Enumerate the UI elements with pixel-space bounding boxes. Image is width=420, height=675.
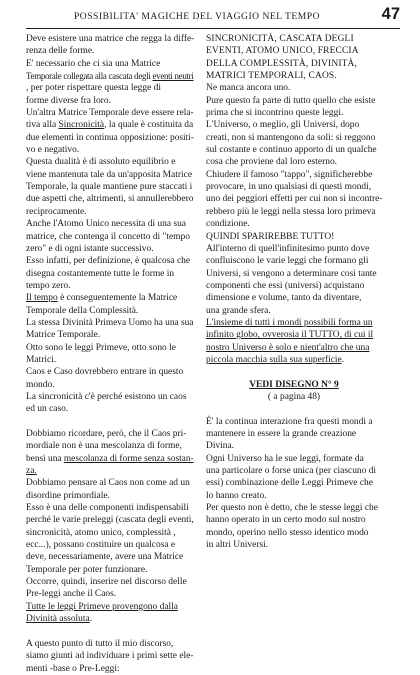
- text-line: Universi, si vengono a determinare così tante: [206, 268, 377, 279]
- paragraph: [26, 502, 194, 576]
- text-line: Dobbiamo ricordare, però, che il Caos pri-: [26, 429, 187, 439]
- text-line: perché le varie preleggi (cascata degli eventi,: [26, 515, 194, 526]
- text-line: [206, 354, 382, 366]
- text-line: EVENTI, ATOMO UNICO, FRECCIA: [206, 46, 359, 57]
- paragraph: [26, 317, 194, 342]
- underlined-text: Il tempo: [26, 293, 58, 304]
- text-line: All'interno di quell'infinitesimo punto dove: [206, 243, 370, 254]
- text-line: Temporale per poter funzionare.: [26, 564, 148, 575]
- text-run: .: [341, 354, 345, 365]
- text-line: E' necessario che ci sia una Matrice: [26, 58, 161, 69]
- spacer: [206, 366, 382, 378]
- text-line: mondo, operino nello stesso identico modo: [206, 527, 369, 538]
- text-line: MATRICI TEMPORALI, CAOS.: [206, 71, 337, 82]
- text-line: SINCRONICITÀ, CASCATA DEGLI: [206, 34, 354, 44]
- paragraph: [206, 502, 382, 551]
- underlined-text: eventi neutri: [152, 71, 194, 82]
- text-line: Questa dualità è di assoluto equilibrio e: [26, 157, 176, 168]
- right-column: [206, 33, 382, 593]
- text-line: Chiudere il famoso "tappo", significherebbe: [206, 169, 373, 180]
- text-run: , la quale è costituita da: [104, 120, 194, 131]
- text-line: La sincronicità c'è perché esistono un caos: [26, 391, 187, 402]
- text-line: Occorre, quindi, inserire nel discorso delle: [26, 577, 187, 588]
- text-line: QUINDI SPARIREBBE TUTTO!: [206, 231, 335, 242]
- text-line: Otto sono le leggi Primeve, otto sono le: [26, 342, 176, 353]
- paragraph: [206, 231, 382, 243]
- text-line: Matrice Temporale.: [26, 330, 101, 341]
- paragraph: [26, 33, 194, 58]
- text-line: disordine primordiale.: [26, 490, 110, 501]
- text-line: mordiale non è una mescolanza di forme,: [26, 441, 182, 452]
- text-line: Ogni Universo ha le sue leggi, formate da: [206, 453, 364, 464]
- text-run: bensì una: [26, 453, 64, 464]
- page-header: [26, 4, 400, 29]
- paragraph: [26, 601, 194, 626]
- spacer: [206, 403, 382, 415]
- text-line: due aspetti che, altrimenti, si annullerebbero: [26, 194, 194, 205]
- paragraph: [26, 255, 194, 292]
- text-line: deve, necessariamente, avere una Matrice: [26, 552, 184, 563]
- text-line: La stessa Divinità Primeva Uomo ha una sua: [26, 317, 194, 328]
- paragraph: [26, 107, 194, 156]
- text-line: provocare, in uno qualsiasi di questi mondi,: [206, 182, 372, 193]
- spacer: [26, 626, 194, 638]
- paragraph: [26, 428, 194, 477]
- text-line: tempo zero.: [26, 280, 71, 291]
- underlined-text: mescolanza di forme senza sostan-: [63, 453, 194, 464]
- text-line: Deve esistere una matrice che regga la diffe-: [26, 34, 195, 44]
- text-line: una particolare o forse unica (per ciascuno di: [206, 466, 377, 477]
- text-line: matrice, che contenga il concetto di "tempo: [26, 231, 190, 242]
- text-line: sul costante e continuo apporto di un qualche: [206, 145, 377, 156]
- text-line: disegna costantemente tutte le forme in: [26, 268, 175, 279]
- paragraph: [26, 638, 194, 675]
- text-line: È' la continua interazione fra questi mondi a: [206, 416, 373, 427]
- drawing-reference-page: ( a pagina 48): [267, 391, 321, 402]
- paragraph: [26, 342, 194, 367]
- text-line: componenti che essi (universi) acquistano: [206, 280, 365, 291]
- text-line: Esso infatti, per definizione, è qualcosa che: [26, 256, 191, 267]
- paragraph: [26, 156, 194, 218]
- text-line: , per poter rispettare questa legge di: [26, 83, 161, 94]
- paragraph: [26, 292, 194, 317]
- text-line: Matrici.: [26, 354, 57, 365]
- text-line: Caos e Caso dovrebbero entrare in questo: [26, 367, 184, 378]
- text-line: in altri Universi.: [206, 540, 269, 551]
- text-run: .: [89, 614, 93, 625]
- paragraph: [26, 576, 194, 601]
- text-line: viene mantenuta tale da un'apposita Matrice: [26, 169, 193, 180]
- paragraph: [206, 95, 382, 120]
- text-line: Ne manca ancora uno.: [206, 83, 291, 94]
- text-line: [26, 453, 194, 465]
- paragraph: [206, 169, 382, 231]
- paragraph: [206, 243, 382, 317]
- text-line: prima che si incontrino queste leggi.: [206, 108, 344, 119]
- text-line: [26, 613, 194, 625]
- text-line: lo hanno creato.: [206, 490, 267, 501]
- text-line: dimensione e volume, tanto da diventare,: [206, 293, 362, 304]
- paragraph: [206, 82, 382, 94]
- paragraph: [206, 317, 382, 366]
- paragraph: [206, 119, 382, 168]
- text-line: una grande sfera.: [206, 305, 271, 316]
- paragraph: [26, 366, 194, 391]
- text-line: Per questo non è detto, che le stesse leggi che: [206, 503, 378, 514]
- text-line: DELLA COMPLESSITÀ, DIVINITÀ,: [206, 58, 357, 69]
- underlined-text: piccola macchia sulla sua superficie: [206, 354, 342, 365]
- drawing-reference-title: VEDI DISEGNO N° 9: [249, 379, 339, 390]
- text-line: Pre-leggi anche il Caos.: [26, 589, 117, 600]
- text-line: A questo punto di tutto il mio discorso,: [26, 638, 174, 649]
- text-line: essi) combinazione delle Leggi Primeve che: [206, 478, 373, 489]
- text-line: renza delle forme.: [26, 46, 95, 57]
- text-line: Pure questo fa parte di tutto quello che esiste: [206, 95, 376, 106]
- underlined-text: infinito globo, ovverosia il TUTTO, di cui il: [206, 330, 374, 341]
- underlined-text: nostro Universo è solo e nient'altro che una: [206, 342, 370, 353]
- page-number: 47: [381, 5, 400, 23]
- text-line: mondo.: [26, 379, 55, 390]
- paragraph: [26, 391, 194, 416]
- underlined-text: za.: [26, 466, 37, 477]
- text-line: Un'altra Matrice Temporale deve essere rela-: [26, 108, 194, 119]
- text-line: forme diverse fra loro.: [26, 95, 111, 106]
- text-line: rebbero più le leggi nella stessa loro primeva: [206, 206, 376, 217]
- spacer: [26, 416, 194, 428]
- underlined-text: L'insieme di tutti i mondi possibili forma un: [206, 317, 373, 328]
- underlined-text: Divinità assoluta: [26, 614, 90, 625]
- text-line: Esso è una delle componenti indispensabili: [26, 503, 189, 514]
- text-line: zero" e di ogni istante successivo.: [26, 243, 154, 254]
- text-line: due elementi in continua opposizione: positi-: [26, 132, 194, 143]
- text-line: uno dei peggiori effetti per cui non si incontre-: [206, 194, 383, 205]
- text-line: creati, non si mantengono da soli: si reggono: [206, 132, 376, 143]
- underlined-text: Sincronicità: [58, 120, 105, 131]
- text-line: vo e negativo.: [26, 145, 80, 156]
- text-line: cosa che proviene dal loro esterno.: [206, 157, 338, 168]
- text-line: Anche l'Atomo Unico necessita di una sua: [26, 219, 186, 230]
- text-line: Dobbiamo pensare al Caos non come ad un: [26, 478, 190, 489]
- text-line: menti -base o Pre-Leggi:: [26, 663, 120, 674]
- running-head: POSSIBILITA' MAGICHE DEL VIAGGIO NEL TEMPO: [73, 11, 321, 22]
- paragraph: [206, 416, 382, 453]
- paragraph: [26, 218, 194, 255]
- text-line: ecc...), possano costituire un qualcosa e: [26, 540, 176, 551]
- text-line: ed un caso.: [26, 404, 69, 415]
- text-line: siamo giunti ad individuare i primi sette ele-: [26, 651, 194, 662]
- left-column: [26, 33, 195, 674]
- text-line: hanno operato in un certo modo sul nostro: [206, 515, 366, 526]
- text-line: L'Universo, o meglio, gli Universi, dopo: [206, 120, 360, 131]
- text-line: condizione.: [206, 219, 250, 230]
- text-line: mantenere in essere la grande creazione: [206, 429, 357, 439]
- text-run: Temporale collegata alla cascata degli: [26, 71, 153, 82]
- text-line: Temporale, la quale mantiene pure staccati i: [26, 182, 193, 193]
- paragraph: [26, 58, 194, 107]
- text-line: [26, 119, 194, 131]
- text-line: [26, 70, 194, 82]
- text-run: tiva alla: [26, 120, 59, 131]
- text-line: confluiscono le varie leggi che formano gli: [206, 256, 369, 267]
- underlined-text: Tutte le leggi Primeve provengono dalla: [26, 601, 178, 612]
- paragraph: [206, 33, 382, 82]
- paragraph: [206, 453, 382, 502]
- text-line: [26, 292, 194, 304]
- text-line: sincronicità, atomo unico, complessità ,: [26, 527, 176, 538]
- text-line: Temporale della Complessità.: [26, 305, 139, 316]
- text-line: reciprocamente.: [26, 206, 87, 217]
- text-run: è conseguentemente la Matrice: [57, 293, 178, 304]
- text-line: Divina.: [206, 441, 235, 452]
- paragraph: [26, 477, 194, 502]
